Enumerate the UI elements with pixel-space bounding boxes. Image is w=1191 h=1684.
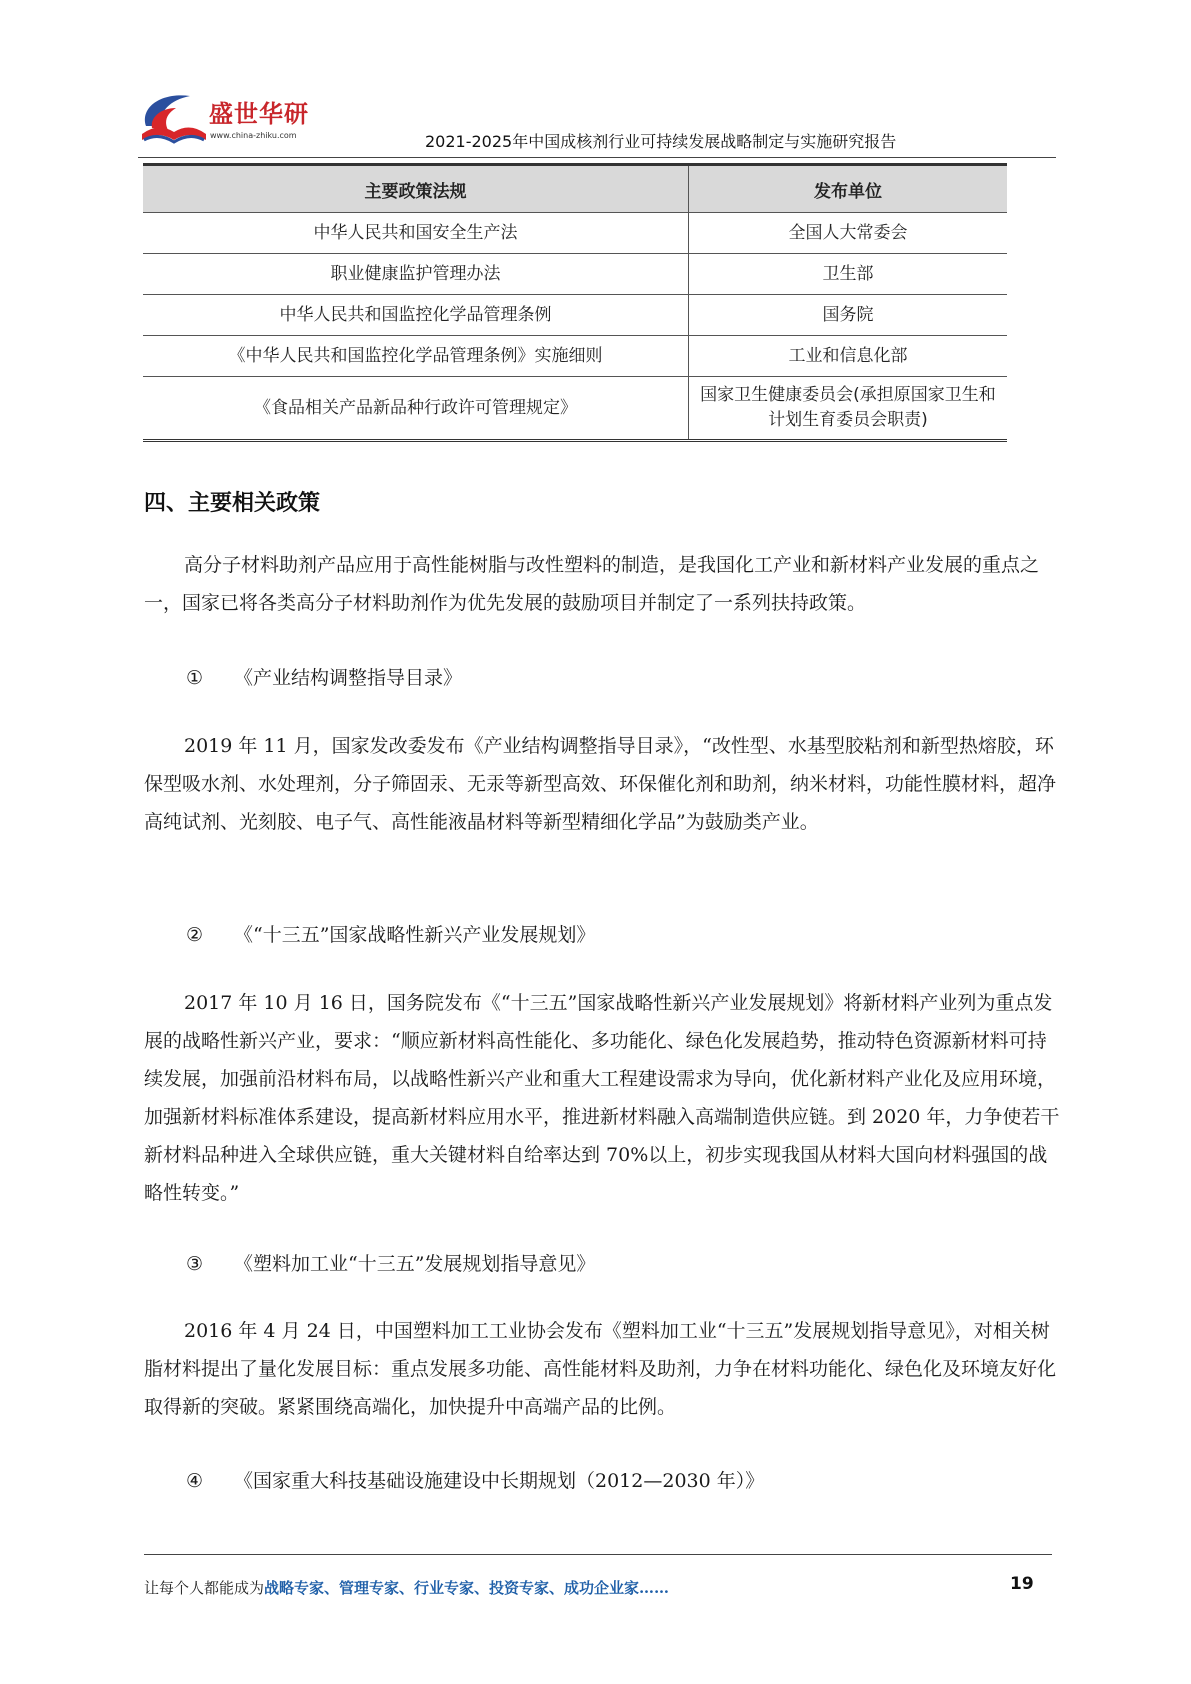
item-number: ③ bbox=[186, 1253, 204, 1275]
section-heading: 四、主要相关政策 bbox=[144, 491, 321, 516]
item-number: ④ bbox=[186, 1470, 204, 1492]
table-row bbox=[143, 336, 1007, 377]
item-number: ② bbox=[186, 924, 204, 946]
column-header-issuer: 发布单位 bbox=[689, 165, 1008, 213]
policy-cell: 中华人民共和国监控化学品管理条例 bbox=[143, 295, 689, 336]
footer-divider bbox=[144, 1554, 1052, 1555]
policy-cell: 职业健康监护管理办法 bbox=[143, 254, 689, 295]
policy-table bbox=[143, 163, 1007, 442]
footer-slogan-prefix: 让每个人都能成为 bbox=[144, 1579, 265, 1597]
policy-item-body: 2019 年 11 月，国家发改委发布《产业结构调整指导目录》，“改性型、水基型胶粘剂和新型热熔胶，环保型吸水剂、水处理剂，分子筛固汞、无汞等新型高效、环保催化剂和助剂，纳米材料，功能性膜材料，超净高纯试剂、光刻胶、电子气、高性能液晶材料等新型精细化学品”为鼓励类产业。 bbox=[144, 735, 1057, 833]
issuer-cell: 卫生部 bbox=[689, 254, 1008, 295]
logo-brand-name: 盛世华研 bbox=[209, 100, 309, 128]
policy-item-title bbox=[186, 1250, 595, 1278]
table-header-row bbox=[143, 165, 1007, 213]
intro-paragraph: 高分子材料助剂产品应用于高性能树脂与改性塑料的制造，是我国化工产业和新材料产业发展的重点之一，国家已将各类高分子材料助剂作为优先发展的鼓励项目并制定了一系列扶持政策。 bbox=[144, 554, 1040, 614]
table-row bbox=[143, 377, 1007, 441]
table-row bbox=[143, 213, 1007, 254]
issuer-cell: 国务院 bbox=[689, 295, 1008, 336]
issuer-cell: 国家卫生健康委员会(承担原国家卫生和计划生育委员会职责) bbox=[689, 377, 1008, 441]
policy-cell: 《中华人民共和国监控化学品管理条例》实施细则 bbox=[143, 336, 689, 377]
header-divider bbox=[138, 157, 1056, 158]
page-number: 19 bbox=[1010, 1574, 1034, 1594]
column-header-policy: 主要政策法规 bbox=[143, 165, 689, 213]
item-title-text: 《“十三五”国家战略性新兴产业发展规划》 bbox=[234, 924, 596, 946]
item-number: ① bbox=[186, 667, 204, 689]
report-title: 2021-2025年中国成核剂行业可持续发展战略制定与实施研究报告 bbox=[425, 132, 897, 151]
issuer-cell: 工业和信息化部 bbox=[689, 336, 1008, 377]
item-title-text: 《国家重大科技基础设施建设中长期规划（2012—2030 年）》 bbox=[234, 1470, 765, 1492]
policy-item-body: 2017 年 10 月 16 日，国务院发布《“十三五”国家战略性新兴产业发展规划》将新材料产业列为重点发展的战略性新兴产业，要求：“顺应新材料高性能化、多功能化、绿色化发展趋势，推动特色资源新材料可持续发展，加强前沿材料布局，以战略性新兴产业和重大工程建设需求为导向，优化新材料产业化及应用环境，加强新材料标准体系建设，提高新材料应用水平，推进新材料融入高端制造供应链。到 2020 年，力争使若干新材料品种进入全球供应链，重大关键材料自给率达到 70%以上，初步实现我国从材料大国向材料强国的战略性转变。” bbox=[144, 992, 1060, 1204]
policy-item-title bbox=[186, 664, 462, 692]
footer-slogan bbox=[144, 1577, 669, 1598]
policy-item-title bbox=[186, 1467, 764, 1495]
item-title-text: 《产业结构调整指导目录》 bbox=[234, 667, 463, 689]
logo-url: www.china-zhiku.com bbox=[210, 131, 297, 140]
issuer-cell: 全国人大常委会 bbox=[689, 213, 1008, 254]
policy-item-body: 2016 年 4 月 24 日，中国塑料加工工业协会发布《塑料加工业“十三五”发展规划指导意见》，对相关树脂材料提出了量化发展目标：重点发展多功能、高性能材料及助剂，力争在材料功能化、绿色化及环境友好化取得新的突破。紧紧围绕高端化，加快提升中高端产品的比例。 bbox=[144, 1320, 1057, 1418]
policy-item-title bbox=[186, 921, 595, 949]
footer-slogan-highlight: 战略专家、管理专家、行业专家、投资专家、成功企业家…… bbox=[264, 1579, 670, 1597]
item-title-text: 《塑料加工业“十三五”发展规划指导意见》 bbox=[234, 1253, 596, 1275]
table-row bbox=[143, 254, 1007, 295]
table-row bbox=[143, 295, 1007, 336]
policy-cell: 《食品相关产品新品种行政许可管理规定》 bbox=[143, 377, 689, 441]
policy-cell: 中华人民共和国安全生产法 bbox=[143, 213, 689, 254]
